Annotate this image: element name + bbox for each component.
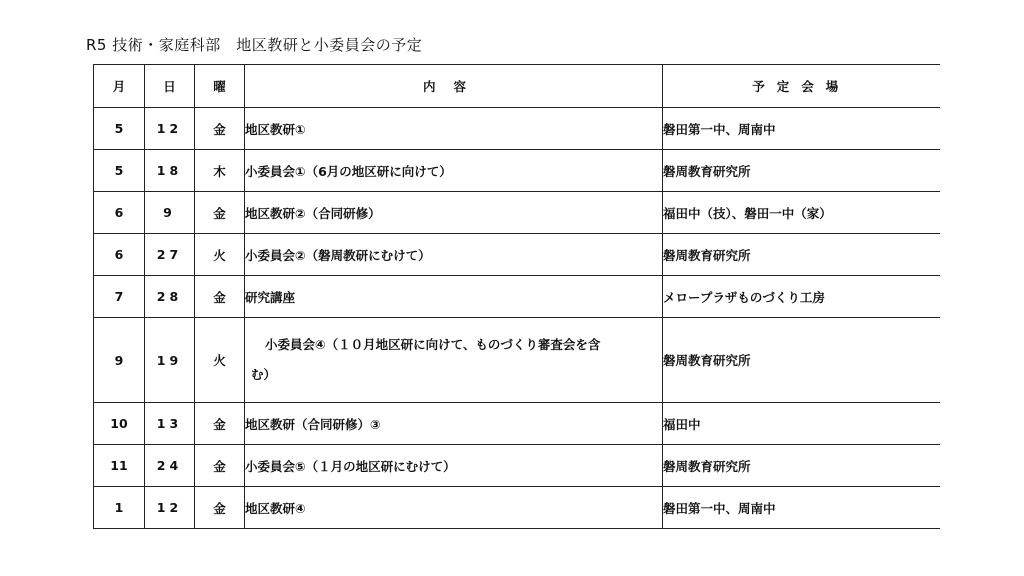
cell-content: 小委員会⑤（１月の地区研にむけて） xyxy=(245,445,663,487)
table-row xyxy=(94,108,940,150)
cell-month: 6 xyxy=(94,234,145,276)
cell-day: 18 xyxy=(145,150,195,192)
table-row xyxy=(94,192,940,234)
schedule-table xyxy=(93,64,940,529)
cell-weekday: 金 xyxy=(195,487,245,529)
cell-venue: メロープラザものづくり工房 xyxy=(663,276,940,318)
cell-content-line: 小委員会④（１０月地区研に向けて、ものづくり審査会を含 xyxy=(265,337,601,352)
cell-day: 28 xyxy=(145,276,195,318)
cell-day: 27 xyxy=(145,234,195,276)
cell-day: 13 xyxy=(145,403,195,445)
cell-content: 地区教研④ xyxy=(245,487,663,529)
cell-venue: 磐周教育研究所 xyxy=(663,445,940,487)
cell-venue: 磐田第一中、周南中 xyxy=(663,487,940,529)
cell-month: 10 xyxy=(94,403,145,445)
header-weekday: 曜 xyxy=(195,65,245,108)
header-content: 内容 xyxy=(245,65,663,108)
cell-venue: 磐周教育研究所 xyxy=(663,318,940,403)
cell-venue: 磐田第一中、周南中 xyxy=(663,108,940,150)
cell-day: 12 xyxy=(145,108,195,150)
cell-day: 9 xyxy=(145,192,195,234)
header-month: 月 xyxy=(94,65,145,108)
table-row xyxy=(94,403,940,445)
cell-month: 7 xyxy=(94,276,145,318)
cell-weekday: 金 xyxy=(195,192,245,234)
cell-weekday: 火 xyxy=(195,234,245,276)
cell-month: 6 xyxy=(94,192,145,234)
cell-day: 19 xyxy=(145,318,195,403)
cell-weekday: 金 xyxy=(195,445,245,487)
cell-day: 24 xyxy=(145,445,195,487)
cell-weekday: 金 xyxy=(195,108,245,150)
cell-content xyxy=(245,318,663,403)
table-row xyxy=(94,276,940,318)
cell-day: 12 xyxy=(145,487,195,529)
table-row xyxy=(94,487,940,529)
table-row xyxy=(94,318,940,403)
cell-month: 5 xyxy=(94,150,145,192)
cell-content: 研究講座 xyxy=(245,276,663,318)
cell-weekday: 火 xyxy=(195,318,245,403)
cell-content: 地区教研②（合同研修） xyxy=(245,192,663,234)
cell-month: 11 xyxy=(94,445,145,487)
cell-venue: 福田中 xyxy=(663,403,940,445)
table-row xyxy=(94,445,940,487)
cell-month: 1 xyxy=(94,487,145,529)
table-header-row xyxy=(94,65,940,108)
cell-weekday: 木 xyxy=(195,150,245,192)
cell-weekday: 金 xyxy=(195,276,245,318)
header-day: 日 xyxy=(145,65,195,108)
page-title: R5 技術・家庭科部 地区教研と小委員会の予定 xyxy=(86,36,423,54)
table-row xyxy=(94,234,940,276)
cell-content: 小委員会②（磐周教研にむけて） xyxy=(245,234,663,276)
cell-month: 5 xyxy=(94,108,145,150)
header-venue: 予定会場 xyxy=(663,65,940,108)
cell-content: 地区教研① xyxy=(245,108,663,150)
table-row xyxy=(94,150,940,192)
cell-venue: 磐周教育研究所 xyxy=(663,234,940,276)
cell-weekday: 金 xyxy=(195,403,245,445)
cell-venue: 福田中（技）、磐田一中（家） xyxy=(663,192,940,234)
cell-content: 小委員会①（6月の地区研に向けて） xyxy=(245,150,663,192)
cell-month: 9 xyxy=(94,318,145,403)
cell-content: 地区教研（合同研修）③ xyxy=(245,403,663,445)
cell-content-line: む） xyxy=(251,367,277,382)
cell-venue: 磐周教育研究所 xyxy=(663,150,940,192)
